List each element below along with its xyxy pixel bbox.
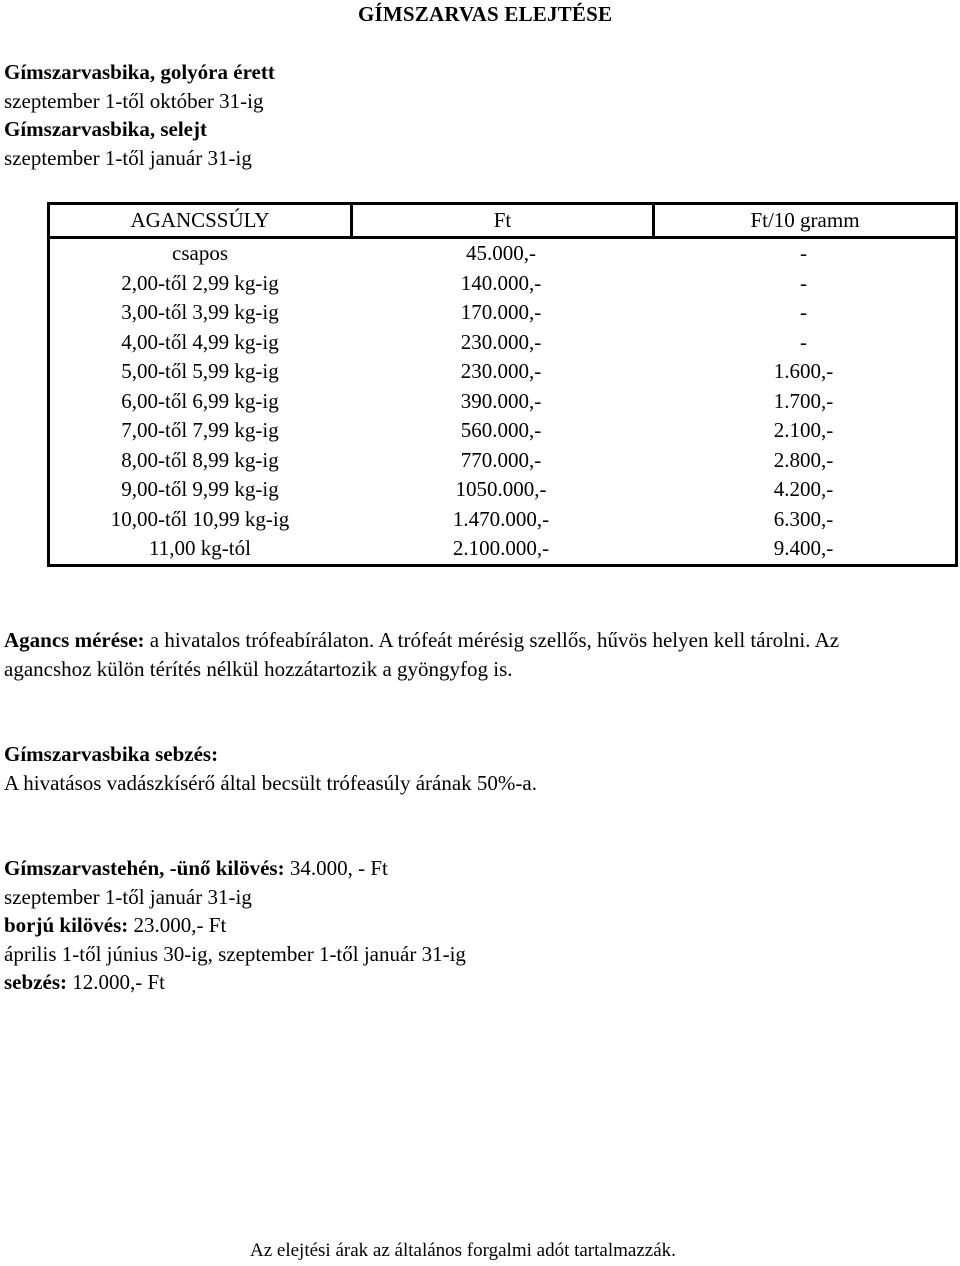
table-row xyxy=(50,298,955,328)
price-cell: 1050.000,- xyxy=(455,477,547,501)
weight-cell: 4,00-től 4,99 kg-ig xyxy=(121,329,279,354)
table-row xyxy=(50,505,955,535)
per10g-cell: 2.100,- xyxy=(773,418,834,442)
per10g-cell: - xyxy=(800,300,807,324)
price-cell: 1.470.000,- xyxy=(452,506,550,531)
calf-line xyxy=(4,911,466,940)
hind-season: szeptember 1-től január 31-ig xyxy=(4,884,252,909)
stag-wound-label: Gímszarvasbika sebzés: xyxy=(4,742,219,766)
stag-wound-note xyxy=(4,740,537,797)
antler-measurement-note xyxy=(4,626,839,683)
wound-line xyxy=(4,968,466,997)
price-cell: 170.000,- xyxy=(460,300,542,324)
stag-wound-text: A hivatásos vadászkísérő által becsült trófeasúly árának 50%-a. xyxy=(4,770,537,795)
price-cell: 45.000,- xyxy=(466,241,536,265)
per10g-cell: 9.400,- xyxy=(773,536,834,560)
table-row xyxy=(50,357,955,387)
calf-season: április 1-től június 30-ig, szeptember 1-től január 31-ig xyxy=(4,941,466,966)
calf-label: borjú kilövés: xyxy=(4,913,129,937)
weight-cell: 11,00 kg-tól xyxy=(149,536,251,560)
table-row xyxy=(50,475,955,505)
season-cull: szeptember 1-től január 31-ig xyxy=(4,145,252,170)
weight-cell: 9,00-től 9,99 kg-ig xyxy=(121,477,279,501)
price-cell: 770.000,- xyxy=(460,447,542,472)
weight-cell: 7,00-től 7,99 kg-ig xyxy=(121,418,279,442)
table-row xyxy=(50,446,955,476)
price-cell: 390.000,- xyxy=(460,388,542,413)
hind-label: Gímszarvastehén, -ünő kilövés: xyxy=(4,856,285,880)
calf-price: 23.000,- Ft xyxy=(128,913,227,937)
per10g-cell: 2.800,- xyxy=(773,447,834,472)
intro-block xyxy=(4,58,275,172)
price-cell: 230.000,- xyxy=(460,329,542,354)
table-header-row xyxy=(50,205,955,239)
wound-label: sebzés: xyxy=(4,970,67,994)
category-golden: Gímszarvasbika, golyóra érett xyxy=(4,60,275,84)
table-row xyxy=(50,387,955,417)
wound-price: 12.000,- Ft xyxy=(66,970,165,994)
page-title: GÍMSZARVAS ELEJTÉSE xyxy=(358,2,613,26)
per10g-cell: - xyxy=(800,329,807,354)
hind-calf-block xyxy=(4,854,466,997)
table-row xyxy=(50,269,955,299)
measurement-text: a hivatalos trófeabírálaton. A trófeát mérésig szellős, hűvös helyen kell tárolni. Az xyxy=(144,628,840,652)
category-cull: Gímszarvasbika, selejt xyxy=(4,117,207,141)
per10g-cell: 1.600,- xyxy=(773,359,834,383)
per10g-cell: 1.700,- xyxy=(773,388,834,413)
weight-cell: 10,00-től 10,99 kg-ig xyxy=(110,506,290,531)
price-cell: 2.100.000,- xyxy=(452,536,550,560)
per10g-cell: - xyxy=(800,270,807,295)
per10g-cell: - xyxy=(800,241,807,265)
season-golden: szeptember 1-től október 31-ig xyxy=(4,88,264,113)
table-row xyxy=(50,534,955,564)
header-price-per-10g: Ft/10 gramm xyxy=(652,205,955,239)
header-antler-weight: AGANCSSÚLY xyxy=(50,205,350,239)
table-row xyxy=(50,328,955,358)
weight-cell: 2,00-től 2,99 kg-ig xyxy=(121,270,279,295)
weight-cell: csapos xyxy=(172,241,228,265)
weight-cell: 6,00-től 6,99 kg-ig xyxy=(121,388,279,413)
table-row xyxy=(50,416,955,446)
table-row xyxy=(50,239,955,269)
header-price: Ft xyxy=(350,205,652,239)
per10g-cell: 6.300,- xyxy=(773,506,834,531)
hind-price: 34.000, - Ft xyxy=(284,856,388,880)
weight-cell: 5,00-től 5,99 kg-ig xyxy=(121,359,279,383)
vat-footnote: Az elejtési árak az általános forgalmi adót tartalmazzák. xyxy=(250,1240,676,1261)
hind-line xyxy=(4,854,466,883)
price-cell: 230.000,- xyxy=(460,359,542,383)
price-table xyxy=(47,202,958,567)
per10g-cell: 4.200,- xyxy=(773,477,834,501)
measurement-line-1 xyxy=(4,626,839,655)
price-cell: 140.000,- xyxy=(460,270,542,295)
weight-cell: 3,00-től 3,99 kg-ig xyxy=(121,300,279,324)
price-cell: 560.000,- xyxy=(460,418,542,442)
measurement-label: Agancs mérése: xyxy=(4,628,145,652)
weight-cell: 8,00-től 8,99 kg-ig xyxy=(121,447,279,472)
measurement-line-2: agancshoz külön térítés nélkül hozzátartozik a gyöngyfog is. xyxy=(4,656,513,681)
